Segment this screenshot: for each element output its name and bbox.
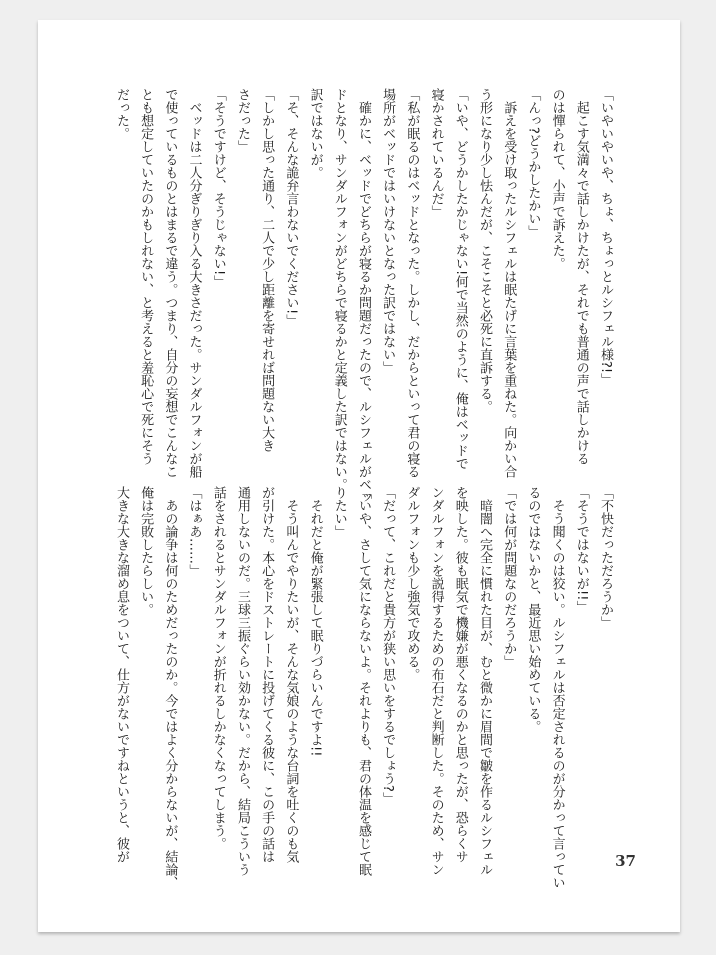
text-line: 「しかし思った通り、二人で少し距離を寄せれば問題ない大き: [259, 88, 275, 452]
text-line: それだと俺が緊張して眠りづらいんですよ!!: [307, 486, 323, 757]
text-line: ダルフォンも少し強気で攻める。: [404, 486, 420, 681]
text-line: 「そうですけど、そうじゃない!」: [210, 88, 226, 289]
text-line: そう聞くのは狡い。ルシフェルは否定されるのが分かって言ってい: [549, 486, 565, 889]
text-line: 寝かされているんだ」: [428, 88, 444, 218]
upper-text-block: [109, 88, 617, 504]
text-line: が引けた。本心をドストレートに投げてくる彼に、この手の話は: [259, 486, 275, 863]
text-line: 「いや、どうかしたかじゃない!何で当然のように、俺はベッドで: [452, 88, 468, 471]
text-line: そう叫んでやりたいが、そんな気娘のような台詞を吐くのも気: [283, 486, 299, 863]
text-line: あの論争は何のためだったのか。今ではよく分からないが、結論、: [162, 486, 178, 889]
book-page: [38, 20, 680, 932]
page-number: 37: [615, 852, 636, 870]
text-line: ドとなり、サンダルフォンがどちらで寝るかと定義した訳ではない。: [331, 88, 347, 491]
text-line: 場所がベッドではいけないとなった訳ではない」: [380, 88, 396, 374]
text-line: 「んっ?どうかしたかい」: [525, 88, 541, 238]
text-line: 「いや、さして気にならないよ。それよりも、君の体温を感じて眠: [355, 486, 371, 876]
text-line: 確かに、ベッドでどちらが寝るか問題だったので、ルシフェルがベッ: [355, 88, 371, 504]
text-line: りたい」: [331, 486, 347, 538]
text-line: う形になり少し怯んだが、こそこそと必死に直訴する。: [476, 88, 492, 413]
text-line: 訴えを受け取ったルシフェルは眠たげに言葉を重ねた。向かい合: [501, 88, 517, 478]
text-line: ベッドは二人分ぎりぎり入る大きさだった。サンダルフォンが船: [186, 88, 202, 478]
text-line: 俺は完敗したらしい。: [138, 486, 154, 616]
text-line: 起こす気満々で話しかけたが、それでも普通の声で話しかける: [573, 88, 589, 465]
text-line: のは憚られて、小声で訴えた。: [549, 88, 565, 270]
text-line: だった。: [113, 88, 129, 140]
text-line: 「不快だっただろうか」: [598, 486, 613, 629]
text-line: 「私が眠るのはベッドとなった。しかし、だからといって君の寝る: [404, 88, 420, 478]
text-line: を映した。彼も眠気で機嫌が悪くなるのかと思ったが、恐らくサ: [452, 486, 468, 863]
text-line: で使っているものとはまるで違う。つまり、自分の妄想でこんなこ: [162, 88, 178, 478]
text-line: 話をされるとサンダルフォンが折れるしかなくなってしまう。: [210, 486, 226, 850]
text-line: るのではないかと、最近思い始めている。: [525, 486, 541, 733]
text-line: 「そ、そんな詭弁言わないでください!」: [283, 88, 299, 328]
lower-text-block: [109, 486, 617, 889]
text-line: 通用しないのだ。三球三振ぐらい効かない。だから、結局こういう: [234, 486, 250, 876]
text-line: 「いやいやいや、ちょ、ちょっとルシフェル様?!」: [598, 88, 613, 387]
text-line: 訳ではないが。: [307, 88, 323, 179]
text-line: 「はぁあ……」: [186, 486, 202, 577]
text-line: とも想定していたのかもしれない、と考えると羞恥心で死にそう: [138, 88, 154, 465]
text-line: さだった」: [234, 88, 250, 153]
text-line: 「では何が問題なのだろうか」: [501, 486, 517, 668]
text-line: 大きな大きな溜め息をついて、仕方がないですねというと、彼が: [113, 486, 129, 863]
text-line: ンダルフォンを説得するための布石だと判断した。そのため、サン: [428, 486, 444, 876]
text-line: 暗闇へ完全に慣れた目が、むと微かに眉間で皺を作るルシフェル: [476, 486, 492, 876]
text-line: 「そうではないが!!」: [573, 486, 589, 614]
text-line: 「だって、これだと貴方が狭い思いをするでしょう?」: [380, 486, 396, 805]
